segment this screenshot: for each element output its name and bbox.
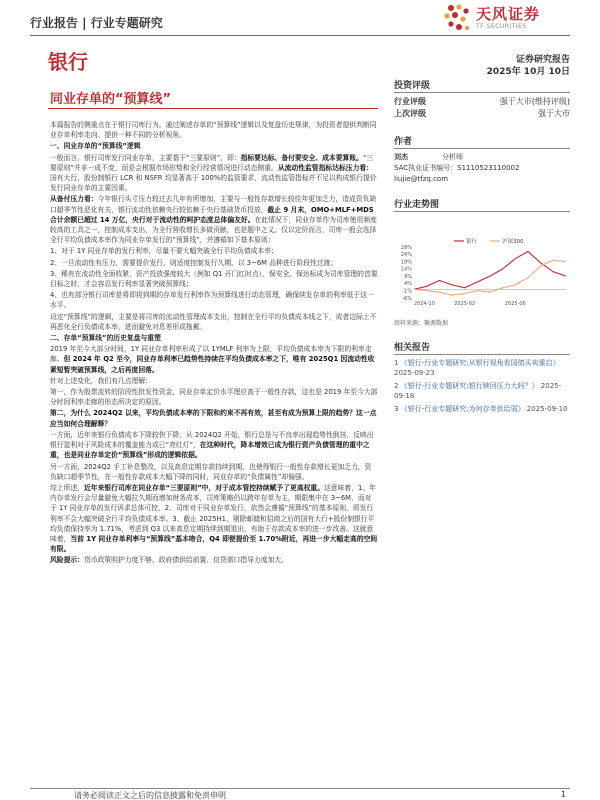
related-title: 2 《银行-行业专题研究:银行赎回压力大吗？》 (394, 382, 539, 390)
analyst-role: 分析师 (442, 153, 463, 161)
report-category: 行业报告 | 行业专题研究 (30, 16, 163, 30)
series-line-hs300 (414, 260, 566, 295)
x-tick-label: 2025-06 (504, 301, 526, 307)
report-body (50, 120, 378, 567)
paragraph (50, 483, 378, 554)
bold-run: 从备付压力看： (50, 195, 98, 204)
tf-logo-icon (442, 3, 472, 33)
rating-value: 强于大市 (538, 109, 570, 118)
list-item: 2、一旦流动性有压力，需要提价发行，则适度控制发行久期，以 3~6M 品种进行阶段性过渡； (50, 258, 338, 267)
risk-paragraph (50, 555, 378, 565)
bold-run: 近年来银行司库在同业存单“三要原则”中，对于成本管控持续赋予了更高权重。 (83, 483, 325, 492)
bold-run: 第二，为什么 2024Q2 以来，平均负债成本率的下限和约束不再有效，甚至有成为预算上限的趋势？这一点应当如何合理解释？ (50, 409, 377, 428)
x-tick-label: 2024-10 (414, 301, 435, 307)
logo-text-en: TF SECURITIES (476, 23, 527, 30)
rating-heading: 投资评级 (394, 81, 431, 91)
sidebar (394, 78, 570, 215)
related-report-link[interactable] (394, 358, 570, 378)
bold-run: 从流动性监管指标达标压力看： (277, 163, 373, 172)
analyst-email[interactable]: liujie@tfzq.com (394, 175, 449, 183)
related-title: 1 《银行-行业专题研究:从银行视角看国债买卖重启》 (394, 359, 560, 367)
related-date: 2025-09-10 (526, 405, 568, 413)
paragraph (50, 408, 378, 428)
y-tick-label: 24% (400, 252, 412, 259)
bold-run: 在这种时代，降本增效已成为银行资产负债管理的重中之重，也是同业存单定价“预算线”形成的逻辑依据。 (50, 441, 370, 460)
intro-paragraph: 本篇报告的侧重点在于银行司库行为。通过阐述存单的“预算线”逻辑以及复盘历史规律，为投资者提供判断同业存单利率走向、提供一种不同的分析视角。 (50, 121, 377, 140)
legend-label-hs300: 沪深300 (502, 239, 524, 245)
paragraph: 设定“预算线”的逻辑，主要是将司库的流动性管理成本支出，控制在全行平均负债成本线之下，或者边际上不再恶化全行负债成本率，进而避免对息差形成拖累。 (50, 312, 377, 331)
list-item: 1、对于 1Y 同业存单的发行利率，尽量不要大幅突破全行平均负债成本率； (50, 247, 278, 256)
page-number: 1 (560, 790, 566, 799)
text-run: 这意味着，1、年内存单发行会尽量避免大幅拉久期而增加财务成本，司库策略仍以跨年存单为主，期限集中在 3~6M，而对于 1Y 同业存单的发行诉求总体可控，2、司库对于同业存单发行，依然会遵循“预算线”的基本原则，即发行利率不会大幅突破全行平均负债成本率。3、截止 2025H1，剔除邮储和招商之后的国有大行+股份制银行平均负债保持率为 1.71%，考虑到 Q3 以来高息定期持续到期退出，有助于存款成本率的进一步改善。这就意味着， (50, 483, 376, 543)
rating-key: 行业评级 (394, 97, 426, 106)
section-heading-2: 二、存单“预算线”的历史复盘与重塑 (50, 334, 161, 343)
text-run: 在此情况下，同业存单作为司库使用频度较高的工具之一，控制成本支出，为全行营收增长多做贡献，也是题中之义。仅以定价而言，司库一般会选择全行平均负债成本率作为同业存单发行的“预算线”，并遵循如下基本原则： (50, 215, 377, 245)
trend-heading: 行业走势图 (394, 200, 440, 210)
text-run: 一方面，近年来银行负债成本下降较快下降，从 2024Q2 开始，银行总是与不良率出现趋势性倒挂，反映出银行盈利对于风险成本的覆盖能力或已“亮红灯”， (50, 430, 374, 450)
list-item: 4、也有部分银行司库是将即将到期的存单发行利率作为预算线进行动态管理，确保续发存单的利率低于这一水平。 (50, 291, 374, 310)
risk-text: 货币政策明护力度不够、政府债供给前置、信贷需口指导力度加大。 (83, 556, 288, 565)
text-run: 国有大行、股份制银行 LCR 和 NSFR 均显著高于 100%的监管要求，流动性监管指标并不足以构成银行提价发行同业存单的主要因素。 (50, 174, 377, 193)
industry-title: 银行 (48, 50, 88, 74)
legend-label-bank: 银行 (466, 239, 478, 245)
analyst-name-row (394, 152, 570, 163)
y-tick-label: 19% (400, 259, 412, 266)
paragraph: 第一，作为股票流转的阶段性批发性资金，同业存单定价水平理应高于一般性存款，这也是 2019 年至今大部分时间利率走廊的形态所决定的原因。 (50, 388, 378, 407)
title-divider (48, 108, 378, 109)
list-item: 3、稀有在流动性全面收紧，资产投放强度较大（例如 Q1 开门红时点），保安全、保达标成为司库管理的首要目标之时，才会容忍发行利率显著突破预算线； (50, 269, 378, 289)
divider (394, 148, 570, 149)
related-title: 3 《银行-行业专题研究:为何存单供给弱》 (394, 405, 525, 413)
paragraph (50, 344, 378, 375)
x-tick-label: 2025-02 (454, 301, 476, 307)
bold-run: 当前 1Y 同业存单利率与“预算线”基本吻合，Q4 即便提价至 1.70%附近，再进一步大幅走高的空间有限。 (50, 534, 378, 554)
text-run: 一般而言，银行司库发行同业存单，主要基于“三要原则”，即： (50, 153, 241, 162)
related-report-link[interactable] (394, 381, 570, 401)
series-line-bank (414, 251, 566, 289)
paragraph: 另一方面，2024Q2 手工补息整改，以及高息定期存款持续到期，也使得银行一般性存款增长更加乏力，资负缺口超季节性，在一般性存款成本大幅下降的同时，同业存单的“负债属性”却偏强。 (50, 462, 372, 481)
report-type-label: 证券研究报告 (515, 55, 570, 65)
text-run: 综上所述， (50, 483, 84, 492)
rating-row (394, 108, 570, 120)
related-heading: 相关报告 (394, 343, 431, 353)
disclaimer-text: 请务必阅读正文之后的信息披露和免责申明 (74, 791, 226, 800)
text-run: “三要原则”并非一成不变，而是会根据市场形势和全行经营情况进行动态侧重。 (50, 153, 374, 172)
risk-label: 风险提示： (50, 556, 84, 565)
paragraph: 针对上述变化，我们有几点理解： (50, 376, 152, 385)
analyst-heading: 作者 (394, 137, 413, 147)
bold-run: 但 2024 年 Q2 至今，同业存单利率已趋势性持续在平均负债成本率之下，唯有 2025Q1 因流动性收紧短暂突破预算线，之后再度回落。 (50, 355, 375, 374)
analyst-name: 刘杰 (394, 153, 408, 161)
report-date: 2025年 10月 10日 (486, 67, 570, 77)
y-tick-label: 14% (400, 266, 412, 273)
paragraph (50, 153, 378, 194)
y-tick-label: -1% (402, 288, 412, 295)
related-date: 2025-09-23 (394, 369, 435, 377)
related-report-link[interactable] (394, 404, 570, 414)
header-divider (30, 35, 570, 36)
y-tick-label: -6% (402, 295, 412, 302)
related-date: 2025-09-18 (394, 382, 562, 400)
bold-run: 指标要达标、备付要安全、成本要算账。 (240, 153, 363, 162)
divider (394, 211, 570, 212)
rating-row (394, 96, 570, 108)
divider (394, 354, 570, 355)
text-run: 今年银行头寸压力较过去几年有所增加，主要与一般性存款增长较往年更加乏力，造成资负缺口超季节性恶化有关，银行流动性依赖央行较依赖于央行基础货币投放， (50, 195, 377, 214)
logo-text-cn: 天风证券 (476, 5, 541, 23)
industry-trend-chart (394, 236, 570, 308)
chart-source: 资料来源：聚源数据 (394, 320, 449, 327)
divider (394, 92, 570, 93)
y-tick-label: 29% (400, 244, 412, 251)
paragraph (50, 194, 378, 245)
section-heading-1: 一、同业存单的“预算线”逻辑 (50, 142, 141, 151)
footer-divider (30, 788, 570, 789)
report-title: 同业存单的“预算线” (50, 92, 172, 107)
rating-value: 强于大市(维持评级) (499, 97, 570, 106)
related-reports (394, 340, 570, 417)
company-logo (442, 3, 564, 35)
rating-key: 上次评级 (394, 109, 426, 118)
paragraph (50, 430, 378, 461)
bold-run: 截止 9 月末，OMO+MLF+MDS 合计余额已超过 14 万亿，央行对于流动性的呵护态度总体偏友好。 (50, 205, 374, 224)
analyst-cert: SAC执业证书编号：S1110523110002 (394, 164, 520, 172)
text-run: 2019 年至今大部分时间，1Y 同业存单利率形成了以 1YMLF 利率为上限，平均负债成本率为下限的利率走廊。 (50, 345, 372, 364)
y-tick-label: 4% (404, 281, 412, 288)
y-tick-label: 9% (404, 273, 412, 280)
